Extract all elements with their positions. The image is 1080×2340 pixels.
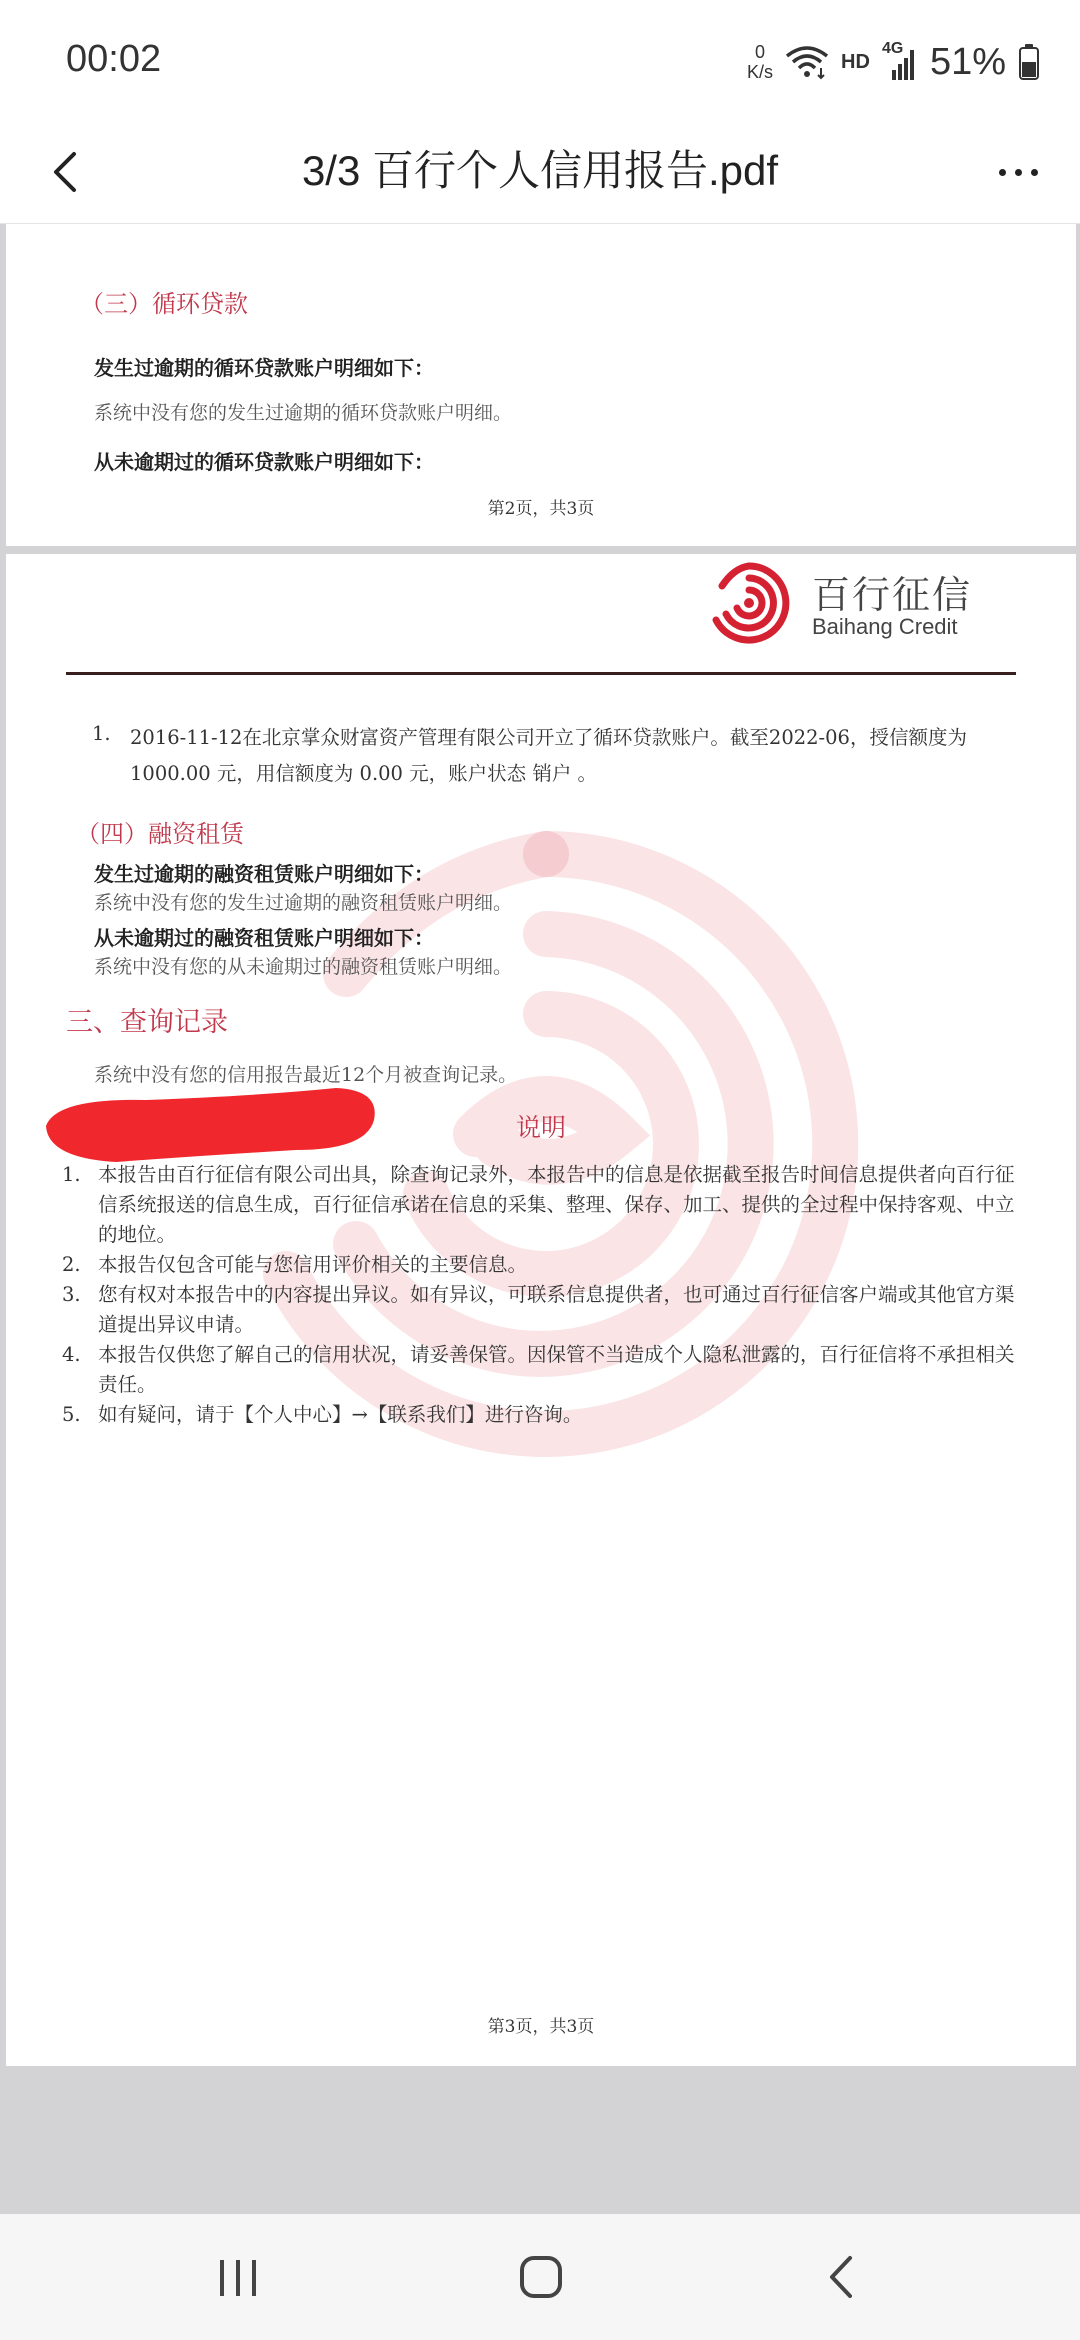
section-title-revolving-loan: （三）循环贷款 (80, 290, 248, 318)
network-label: 4G (881, 40, 904, 57)
note-item (62, 1280, 1022, 1340)
home-button[interactable] (500, 2244, 580, 2310)
battery-percent: 51% (929, 40, 1006, 83)
net-speed-value: 0 (755, 42, 766, 62)
recent-apps-icon (198, 2244, 278, 2310)
logo-chinese-name: 百行征信 (812, 573, 973, 617)
status-indicators (747, 36, 1040, 88)
note-item (62, 1340, 1022, 1400)
wifi-icon (785, 44, 829, 80)
logo-english-name: Baihang Credit (812, 614, 958, 639)
note-item (62, 1160, 1022, 1250)
pdf-page-2 (6, 224, 1076, 546)
query-records-text: 系统中没有您的信用报告最近12个月被查询记录。 (94, 1064, 518, 1086)
note-number: 3. (62, 1283, 81, 1306)
signal-icon (882, 42, 918, 82)
nav-back-icon (802, 2244, 882, 2310)
status-bar (0, 0, 1080, 120)
recent-apps-button[interactable] (198, 2244, 278, 2310)
note-text: 本报告仅包含可能与您信用评价相关的主要信息。 (98, 1253, 528, 1276)
note-number: 5. (62, 1403, 81, 1426)
document-title: 3/3 百行个人信用报告.pdf (301, 147, 779, 194)
note-text: 本报告由百行征信有限公司出具，除查询记录外，本报告中的信息是依据截至报告时间信息提供者向百行征信系统报送的信息生成，百行征信承诺在信息的采集、整理、保存、加工、提供的全过程中保持客观、中立的地位。 (98, 1163, 1015, 1246)
lease-never-overdue-text: 系统中没有您的从未逾期过的融资租赁账户明细。 (94, 956, 513, 978)
section-title-financial-lease: （四）融资租赁 (76, 820, 244, 848)
lease-overdue-heading: 发生过逾期的融资租赁账户明细如下： (94, 862, 434, 886)
account-item-line-1: 2016-11-12在北京掌众财富资产管理有限公司开立了循环贷款账户。截至2022-06，授信额度为 (130, 726, 967, 749)
account-item-number: 1. (92, 722, 111, 745)
back-button[interactable] (36, 140, 100, 204)
baihang-logo-icon (704, 558, 794, 648)
account-item-line-2: 1000.00 元，用信额度为 0.00 元，账户状态 销户 。 (130, 762, 598, 785)
revolving-overdue-heading: 发生过逾期的循环贷款账户明细如下： (94, 356, 434, 380)
more-dot (1031, 169, 1038, 176)
back-arrow-icon (36, 140, 100, 204)
note-item (62, 1250, 1022, 1280)
note-number: 1. (62, 1163, 81, 1186)
note-number: 2. (62, 1253, 81, 1276)
lease-overdue-text: 系统中没有您的发生过逾期的融资租赁账户明细。 (94, 892, 513, 914)
pdf-viewer[interactable] (0, 224, 1080, 2214)
more-options-button[interactable] (986, 144, 1050, 200)
revolving-overdue-text: 系统中没有您的发生过逾期的循环贷款账户明细。 (94, 402, 513, 424)
page-footer: 第2页，共3页 (487, 499, 595, 519)
notes-list (62, 1160, 1022, 1430)
more-dot (1015, 169, 1022, 176)
note-text: 本报告仅供您了解自己的信用状况，请妥善保管。因保管不当造成个人隐私泄露的，百行征信将不承担相关责任。 (98, 1343, 1015, 1396)
net-speed (747, 42, 773, 82)
revolving-never-overdue-heading: 从未逾期过的循环贷款账户明细如下： (94, 450, 434, 474)
battery-icon (1018, 43, 1040, 81)
page-footer: 第3页，共3页 (487, 2017, 595, 2037)
title-bar (0, 120, 1080, 224)
hd-label: HD (841, 50, 870, 73)
note-text: 您有权对本报告中的内容提出异议。如有异议，可联系信息提供者，也可通过百行征信客户端或其他官方渠道提出异议申请。 (98, 1283, 1015, 1336)
net-speed-unit: K/s (747, 62, 774, 82)
status-time: 00:02 (66, 38, 162, 80)
more-dots-icon (999, 169, 1006, 176)
section-title-query-records: 三、查询记录 (66, 1007, 228, 1038)
note-item (62, 1400, 1022, 1430)
note-text: 如有疑问，请于【个人中心】→【联系我们】进行咨询。 (98, 1403, 583, 1426)
pdf-page-3 (6, 554, 1076, 2066)
note-number: 4. (62, 1343, 81, 1366)
lease-never-overdue-heading: 从未逾期过的融资租赁账户明细如下： (94, 926, 434, 950)
notes-title: 说明 (515, 1113, 566, 1142)
header-divider (66, 672, 1016, 675)
home-icon (500, 2244, 580, 2310)
navigation-bar (0, 2214, 1080, 2340)
nav-back-button[interactable] (802, 2244, 882, 2310)
